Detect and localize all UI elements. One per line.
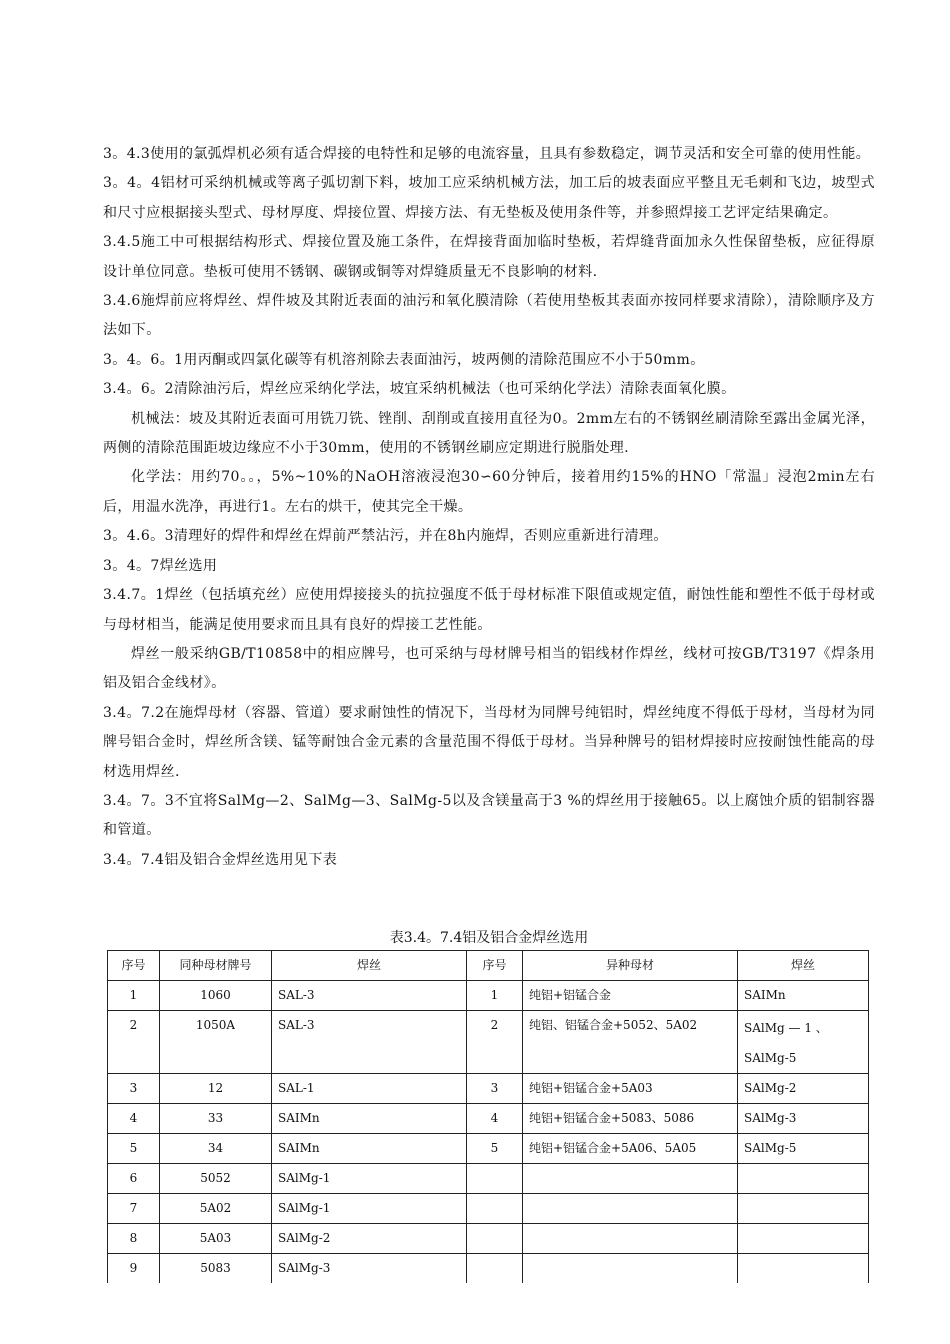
cell-wire: SAlMg-5 bbox=[738, 1134, 869, 1164]
cell-base-metal: 33 bbox=[160, 1104, 272, 1134]
table-header-row bbox=[108, 951, 869, 981]
header-wire-dissimilar: 焊丝 bbox=[738, 951, 869, 981]
table-row bbox=[108, 1134, 869, 1164]
cell-seq: 2 bbox=[467, 1011, 523, 1074]
heading-3-4-7: 3。4。7焊丝选用 bbox=[103, 557, 218, 574]
cell-empty bbox=[467, 1224, 523, 1254]
paragraph-3-4-7-1: 3.4.7。1焊丝（包括填充丝）应使用焊接接头的抗拉强度不低于母材标准下限值或规定值，耐蚀性能和塑性不低于母材或与母材相当，能满足使用要求而且具有良好的焊接工艺性能。 bbox=[103, 587, 875, 633]
cell-empty bbox=[467, 1164, 523, 1194]
cell-empty bbox=[523, 1254, 738, 1284]
paragraph-3-4-6-1: 3。4。6。1用丙酮或四氯化碳等有机溶剂除去表面油污，坡两侧的清除范围应不小于50mm。 bbox=[103, 351, 705, 368]
cell-seq: 3 bbox=[467, 1074, 523, 1104]
cell-dissimilar-metal: 纯铝+铝锰合金+5A03 bbox=[523, 1074, 738, 1104]
header-wire-same: 焊丝 bbox=[272, 951, 467, 981]
paragraph-3-4-6-3: 3。4.6。3清理好的焊件和焊丝在焊前严禁沾污，并在8h内施焊，否则应重新进行清理。 bbox=[103, 528, 668, 545]
cell-wire: SAIMn bbox=[272, 1134, 467, 1164]
table-row bbox=[108, 1164, 869, 1194]
cell-seq: 5 bbox=[108, 1134, 160, 1164]
cell-base-metal: 5A02 bbox=[160, 1194, 272, 1224]
cell-wire: SAlMg-3 bbox=[272, 1254, 467, 1284]
header-seq-same: 序号 bbox=[108, 951, 160, 981]
cell-wire: SAlMg-1 bbox=[272, 1194, 467, 1224]
table-row bbox=[108, 1104, 869, 1134]
cell-base-metal: 34 bbox=[160, 1134, 272, 1164]
cell-empty bbox=[738, 1224, 869, 1254]
header-seq-dissimilar: 序号 bbox=[467, 951, 523, 981]
cell-empty bbox=[467, 1194, 523, 1224]
cell-seq: 7 bbox=[108, 1194, 160, 1224]
paragraph-3-4-6: 3.4.6施焊前应将焊丝、焊件坡及其附近表面的油污和氧化膜清除（若使用垫板其表面亦按同样要求清除），清除顺序及方法如下。 bbox=[103, 293, 875, 339]
table-row bbox=[108, 1011, 869, 1074]
table-row bbox=[108, 1194, 869, 1224]
cell-base-metal: 5083 bbox=[160, 1254, 272, 1284]
cell-empty bbox=[523, 1194, 738, 1224]
cell-wire: SAlMg-2 bbox=[272, 1224, 467, 1254]
cell-base-metal: 5052 bbox=[160, 1164, 272, 1194]
cell-empty bbox=[738, 1164, 869, 1194]
cell-seq: 1 bbox=[467, 981, 523, 1011]
cell-base-metal: 1050A bbox=[160, 1011, 272, 1074]
cell-seq: 1 bbox=[108, 981, 160, 1011]
cell-wire: SAlMg — 1 、 SAlMg-5 bbox=[738, 1011, 869, 1074]
cell-wire: SAlMg-2 bbox=[738, 1074, 869, 1104]
cell-base-metal: 1060 bbox=[160, 981, 272, 1011]
table-caption: 表3.4。7.4铝及铝合金焊丝选用 bbox=[389, 930, 589, 946]
cell-empty bbox=[523, 1224, 738, 1254]
cell-wire: SAL-3 bbox=[272, 1011, 467, 1074]
cell-seq: 3 bbox=[108, 1074, 160, 1104]
paragraph-3-4-3: 3。4.3使用的氯弧焊机必须有适合焊接的电特性和足够的电流容量，且具有参数稳定，调节灵活和安全可靠的使用性能。 bbox=[103, 146, 871, 162]
cell-seq: 9 bbox=[108, 1254, 160, 1284]
cell-wire: SAlMg-1 bbox=[272, 1164, 467, 1194]
cell-dissimilar-metal: 纯铝+铝锰合金 bbox=[523, 981, 738, 1011]
header-dissimilar-base-metal: 异种母材 bbox=[523, 951, 738, 981]
paragraph-mechanical-method: 机械法：坡及其附近表面可用铣刀铣、锉削、刮削或直接用直径为0。2mm左右的不锈钢丝刷清除至露出金属光泽，两侧的清除范围距坡边缘应不小于30mm，使用的不锈钢丝刷应定期进行脱脂处理. bbox=[103, 410, 875, 457]
table-row bbox=[108, 1074, 869, 1104]
header-same-base-metal: 同种母材牌号 bbox=[160, 951, 272, 981]
cell-wire: SAL-3 bbox=[272, 981, 467, 1011]
table-row bbox=[108, 1224, 869, 1254]
cell-base-metal: 5A03 bbox=[160, 1224, 272, 1254]
paragraph-chemical-method: 化学法：用约70。。，5%~10%的NaOH溶液浸泡30∽60分钟后，接着用约15%的HNO「常温」浸泡2min左右后，用温水洗净，再进行1。左右的烘干，使其完全干燥。 bbox=[103, 469, 875, 515]
cell-empty bbox=[523, 1164, 738, 1194]
cell-seq: 4 bbox=[467, 1104, 523, 1134]
cell-wire: SAL-1 bbox=[272, 1074, 467, 1104]
cell-seq: 4 bbox=[108, 1104, 160, 1134]
paragraph-3-4-6-2: 3.4。6。2清除油污后，焊丝应采纳化学法，坡宜采纳机械法（也可采纳化学法）清除表面氧化膜。 bbox=[103, 381, 736, 398]
cell-dissimilar-metal: 纯铝、铝锰合金+5052、5A02 bbox=[523, 1011, 738, 1074]
table-row bbox=[108, 981, 869, 1011]
paragraph-3-4-4: 3。4。4铝材可采纳机械或等离子弧切割下料，坡加工应采纳机械方法，加工后的坡表面应平整且无毛刺和飞边，坡型式和尺寸应根据接头型式、母材厚度、焊接位置、焊接方法、有无垫板及使用条件等，并参照焊接工艺评定结果确定。 bbox=[103, 175, 875, 221]
body-text bbox=[103, 140, 875, 875]
table-row bbox=[108, 1254, 869, 1284]
paragraph-3-4-7-3: 3.4。7。3不宜将SalMg—2、SalMg—3、SalMg-5以及含镁量高于3 %的焊丝用于接触65。以上腐蚀介质的铝制容器和管道。 bbox=[103, 792, 875, 839]
paragraph-3-4-7-2: 3.4。7.2在施焊母材（容器、管道）要求耐蚀性的情况下，当母材为同牌号纯铝时，焊丝纯度不得低于母材，当母材为同牌号铝合金时，焊丝所含镁、锰等耐蚀合金元素的含量范围不得低于母材。当异种牌号的铝材焊接时应按耐蚀性能高的母材选用焊丝. bbox=[103, 704, 875, 780]
cell-wire: SAIMn bbox=[738, 981, 869, 1011]
cell-seq: 2 bbox=[108, 1011, 160, 1074]
cell-seq: 8 bbox=[108, 1224, 160, 1254]
cell-seq: 5 bbox=[467, 1134, 523, 1164]
cell-wire: SAlMg-3 bbox=[738, 1104, 869, 1134]
paragraph-3-4-5: 3.4.5施工中可根据结构形式、焊接位置及施工条件，在焊接背面加临时垫板，若焊缝背面加永久性保留垫板，应征得原设计单位同意。垫板可使用不锈钢、碳钢或铜等对焊缝质量无不良影响的材料. bbox=[103, 234, 875, 280]
welding-wire-table bbox=[107, 950, 869, 1283]
cell-empty bbox=[738, 1194, 869, 1224]
cell-empty bbox=[738, 1254, 869, 1284]
cell-wire: SAIMn bbox=[272, 1104, 467, 1134]
cell-seq: 6 bbox=[108, 1164, 160, 1194]
cell-dissimilar-metal: 纯铝+铝锰合金+5083、5086 bbox=[523, 1104, 738, 1134]
paragraph-wire-standard: 焊丝一般采纳GB/T10858中的相应牌号，也可采纳与母材牌号相当的铝线材作焊丝，线材可按GB/T3197《焊条用铝及铝合金线材》。 bbox=[103, 645, 875, 692]
cell-empty bbox=[467, 1254, 523, 1284]
cell-base-metal: 12 bbox=[160, 1074, 272, 1104]
cell-dissimilar-metal: 纯铝+铝锰合金+5A06、5A05 bbox=[523, 1134, 738, 1164]
paragraph-3-4-7-4: 3.4。7.4铝及铝合金焊丝选用见下表 bbox=[103, 851, 338, 868]
